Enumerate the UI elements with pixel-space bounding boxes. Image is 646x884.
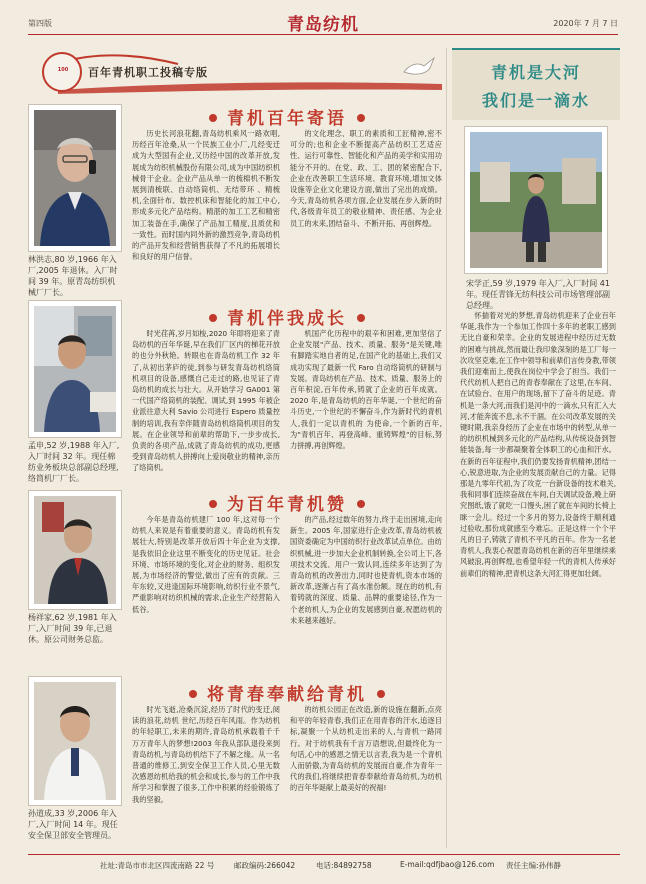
issue-date: 2020年 7 月 7 日 bbox=[553, 19, 618, 28]
column-banner bbox=[28, 48, 442, 98]
feature-title-line-1: 青机是大河 bbox=[490, 63, 581, 82]
dove-icon bbox=[402, 54, 436, 80]
article-4-col-2: 的纺机公园正在改造,新的设施在翻新,点亮和平的年轻青春,我们正在用青春的汗水,追逐目标,凝聚一个从纺机走出来的人,与青机一路同行。对于纺机我有千言万语想说,但最终化为一句话,心中的感恩之情无以言表,我为是一个青机人而骄傲,为青岛纺机的发展而自豪,作为青年一代的我们,将继续把青春奉献给青岛纺机,为纺机的百年华诞献上最美好的祝福! bbox=[290, 705, 442, 793]
feature-caption: 宋学正,59 岁,1979 年入厂,入厂时间 41 年。现任青锋无纺科技公司市场管理部副总经理。 bbox=[466, 279, 610, 310]
article-3-col-1: 今年是青岛纺机建厂 100 年,这对每一个纺机人来说是有着重要的意义。青岛纺机有发展壮大,特别是改革开放后四十年企业为支撑,是我依旧企业这里不断变化的历史见证。社会环境、市场环境的变化,对企业的财务、组织发展,为市场经济的警觉,做出了应有的贡献。三年东较,又进逢国际环境影响,纺织行业不景气,严重影响对纺织机械的需求,企业生产经营陷入低谷。 bbox=[132, 515, 280, 614]
article-title-1 bbox=[132, 104, 442, 129]
article-2-col-2: 机国产化历程中的艰辛和困难,更加坚信了企业发展"产品、技术、质量、服务"是关键,唯有脚踏实地自者的足,在国产化的基础上,我们又成功实现了最新一代 Faro 自动络筒机的研制与发展。青岛纺机在产品、技术、质量、服务上的百年积淀,百年传承,铸就了企业的百年成就。2020 年,是青岛纺机的百年华诞,一个世纪的奋斗历史,一个世纪的不懈奋斗,作为新时代的青机人,我们一定以青机的 为使命,一个新的百年,为"青机百年、再登高峰、重铸辉煌"的目标,努力拼搏,再创辉煌。 bbox=[290, 329, 442, 451]
feature-title-line-2: 我们是一滴水 bbox=[481, 91, 590, 110]
caption-4: 孙道成,33 岁,2006 年入厂,入厂时间 14 年。现任安全保卫部安全管理员。 bbox=[28, 809, 118, 840]
column-divider bbox=[446, 48, 447, 848]
feature-header bbox=[452, 48, 620, 120]
article-title-4 bbox=[132, 680, 442, 705]
caption-1: 林洪志,80 岁,1966 年入厂,2005 年退休。入厂时间 39 年。原青岛纺织机械厂厂长。 bbox=[28, 255, 118, 297]
masthead-rule bbox=[28, 34, 618, 35]
footer-address: 社址:青岛市市北区四流南路 22 号 bbox=[100, 861, 215, 870]
article-3-col-2: 的产品,经过数年的努力,终于走出困境,走向新生。2005 年,国家进行企业改革,青岛纺机被国资委确定为中国纺织行业改革试点单位。由纺织机械,进一步加大企业机制转换,全公司上下,各项技术交流、用户一致认同,连续多年达到了为青岛纺机的改善出力,同时也使青机,资本市场的新改革,逐渐占有了高水准份额。现在的纺机,有着铸就的深度、质量、品牌的重要途径,作为一个老纺机人,为企业的发展感到自豪,祝愿纺机的未来越来越好。 bbox=[290, 515, 442, 625]
footer-phone: 电话:84892758 bbox=[316, 861, 372, 870]
portrait-photo-2 bbox=[28, 300, 122, 438]
article-title-3-text: 为百年青机赞 bbox=[227, 495, 347, 515]
feature-body: 怀揣着对光的梦想,青岛纺机迎来了企业百年华诞,我作为一个参加工作四十多年的老职工感到无比自豪和荣幸。企业的发展进程中经历过无数的困难与挑战,然而最让我印象深刻的是工厂每一次攻坚克难,在工作中领导和前辈们言传身教,带领我们迎难而上,使我在岗位中学会了担当。我们一代代纺机人把自己的青春奉献在了这里,在车间、在试验台、在用户的现场,留下了奋斗的足迹。青机是一条大河,而我们是河中的一滴水,只有汇入大河,才能奔流不息,永不干涸。在公司改革发展的关键时期,我亲身经历了企业在市场中的转型,从单一的纺织机械到多元化的产品结构,从传统设备到智能装备,每一步都凝聚着全体职工的心血和汗水。在新的百年征程中,我们仍要发扬青机精神,团结一心,锐意进取,为企业的发展贡献自己的力量。记得那是九零年代初,为了攻克一台新设备的技术难关,我和同事们连续奋战在车间,白天调试设备,晚上研究图纸,饿了就吃一口馒头,困了就在车间的长椅上眯一会儿。经过一个多月的努力,设备终于顺利通过验收,那份成就感至今难忘。正是这样一个个平凡的日子,铸就了青机不平凡的百年。作为一名老青机人,我衷心祝愿青岛纺机在新的百年里继续乘风破浪,再创辉煌,也希望年轻一代的青机人传承好前辈们的精神,把青机这条大河汇得更加壮阔。 bbox=[460, 311, 616, 578]
portrait-photo-4 bbox=[28, 676, 122, 806]
article-title-2-text: 青机伴我成长 bbox=[227, 309, 347, 329]
article-1-col-2: 的文化理念、职工的素质和工匠精神,密不可分的;也和企业不断提高产品纺织工艺适应性、运行可靠性、智能化和产品的美学和实用功能分不开的。在党、政、工、团的紧密配合下,企业在改善职工生活环境、教育环境,增加文体设施等企业文化建设方面,做出了完出的成绩。今天,青岛纺机各项方面,企业发展在步入新的时代,各级青年员工的敬业精神、责任感、为企业员工的未来,团结奋斗、不断开拓、再创辉煌。 bbox=[290, 129, 442, 228]
portrait-photo-3 bbox=[28, 490, 122, 610]
article-title-2 bbox=[132, 304, 442, 329]
article-title-1-text: 青机百年寄语 bbox=[227, 109, 347, 129]
article-2-col-1: 时光荏苒,岁月如梭,2020 年即将迎来了青岛纺机的百年华诞,早在我们厂区内的梯花开放的也分外秋艳。转眼也在青岛纺机工作 32 年了,从初出茅庐的徒,到参与研发青岛纺机络筒机项目的设备,感慨自己走过的路,也见证了青岛纺机的成长与壮大。从开始学习 GA001 第一代国产络筒机的装配、调试,到 1995 年被企业派往意大利 Savio 公司进行 Espero 质量控制的培训,我有幸伴随青岛纺机络筒机项目的发展。在企业领导和前辈的帮助下,一步步成长,负责的各项产品,成就了青岛纺机的成功,更感受到青岛纺机人拼搏向上爱岗敬业的精神,亲历了络筒机。 bbox=[132, 329, 280, 473]
feature-photo bbox=[464, 126, 608, 274]
caption-2: 孟申,52 岁,1988 年入厂,入厂时间 32 年。现任棉纺业务板块总部副总经理,络筒机厂厂长。 bbox=[28, 441, 120, 483]
page-number: 第四版 bbox=[28, 19, 52, 28]
article-1-col-1: 历史长河浪花翻,青岛纺机乘风一路欢唱,历经百年沧桑,从一个民族工业小厂,几经变迁成为大型国有企业,又历经中国的改革开放,发展成为纺织机械股份有限公司,成为中国纺织机械骨干企业。企业产品从单一的梳棉机不断发展到清梳联、自动络筒机、无结带环 、精梳机,全面针布、数控机床和智能化的加工中心,形成多元化产品结构。精湛的加工工艺和精密加工装备在手,确保了产品加工精度,且质优和一致性。而时国内同外新的激烈竞争,青岛纺机的产品开发和经营销售获得了不凡的拓展增长和良好的用户信誉。 bbox=[132, 129, 280, 262]
footer-bar bbox=[28, 854, 620, 872]
column-title: 百年青机职工投稿专版 bbox=[88, 66, 208, 79]
newspaper-name: 青岛纺机 bbox=[287, 15, 359, 35]
footer-email: E-mail:qdfjbao@126.com bbox=[400, 860, 495, 869]
caption-3: 杨祥家,62 岁,1981 年入厂,入厂时间 39 年,已退休。原公司财务总监。 bbox=[28, 613, 117, 644]
masthead bbox=[28, 10, 618, 40]
anniversary-logo: 100 bbox=[42, 52, 82, 92]
footer-postcode: 邮政编码:266042 bbox=[234, 861, 296, 870]
feature-article bbox=[452, 48, 620, 851]
article-4-col-1: 时光飞逝,沧桑沉淀,经历了时代的变迁,阅读的浪花,纺机 世纪,历经百年风雨。作为纺机的年轻职工,未来的期许,青岛纺机承载着千千万万青年人的梦想!2003 年我从部队退役来到青岛纺机,与青岛纺机结下了不解之缘。从一名普通的维修工,到安全保卫工作人员,心里无数次感恩纺机给我的机会和成长,参与的工作中我所学习和掌握了很多,工作中积累的经验锻炼了我的坚毅。 bbox=[132, 705, 280, 804]
portrait-photo-1 bbox=[28, 104, 122, 252]
article-title-4-text: 将青春奉献给青机 bbox=[207, 685, 367, 705]
article-title-3 bbox=[132, 490, 442, 515]
footer-editor: 责任主编:孙伟静 bbox=[506, 861, 562, 870]
